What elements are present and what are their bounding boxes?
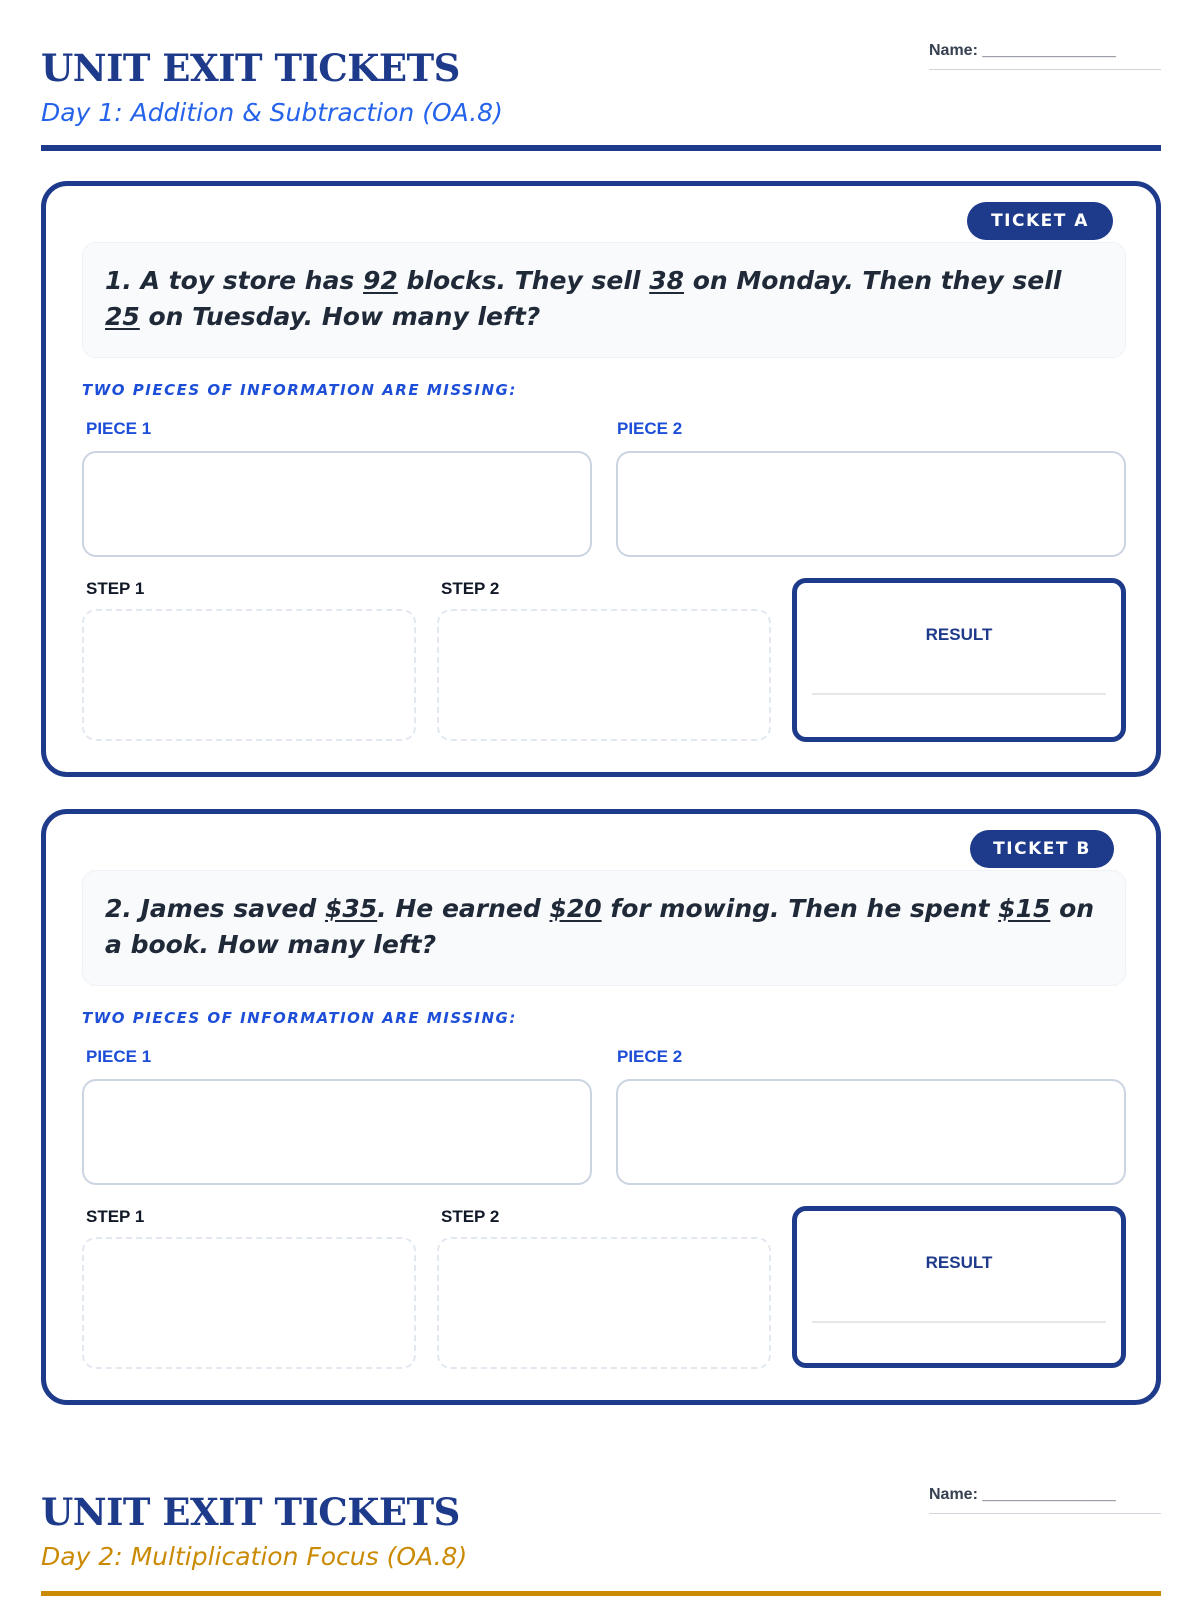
result-label: RESULT: [925, 625, 993, 644]
page-subtitle: Day 2: Multiplication Focus (OA.8): [41, 1542, 468, 1571]
page-subtitle: Day 1: Addition & Subtraction (OA.8): [41, 98, 503, 127]
piece-2-label: PIECE 2: [617, 419, 683, 438]
step-1-box[interactable]: [82, 1237, 416, 1369]
page-title: UNIT EXIT TICKETS: [41, 1490, 460, 1534]
answer-line: [812, 693, 1106, 695]
step-1-label: STEP 1: [86, 1207, 145, 1226]
step-1-box[interactable]: [82, 609, 416, 741]
word-problem: 1. A toy store has 92 blocks. They sell 38 on Monday. Then they sell 25 on Tuesday. How many left?: [82, 242, 1126, 358]
answer-line: [812, 1321, 1106, 1323]
piece-2-label: PIECE 2: [617, 1047, 683, 1066]
result-label: RESULT: [925, 1253, 993, 1272]
step-2-label: STEP 2: [441, 1207, 500, 1226]
ticket-badge: TICKET B: [970, 830, 1114, 868]
name-field[interactable]: Name: _______________: [929, 1486, 1161, 1514]
given-number: 25: [105, 302, 140, 331]
given-number: $35: [324, 894, 378, 923]
page-title: UNIT EXIT TICKETS: [41, 46, 460, 90]
step-2-label: STEP 2: [441, 579, 500, 598]
piece-1-label: PIECE 1: [86, 419, 152, 438]
result-box[interactable]: [792, 578, 1126, 742]
given-number: $20: [549, 894, 602, 923]
piece-2-box[interactable]: [616, 1079, 1126, 1185]
step-1-label: STEP 1: [86, 579, 145, 598]
piece-1-box[interactable]: [82, 1079, 592, 1185]
piece-2-box[interactable]: [616, 451, 1126, 557]
ticket-badge: TICKET A: [967, 202, 1113, 240]
header-rule: [41, 145, 1161, 151]
word-problem: 2. James saved $35. He earned $20 for mowing. Then he spent $15 on a book. How many left?: [82, 870, 1126, 986]
given-number: 38: [649, 266, 684, 295]
name-field[interactable]: Name: _______________: [929, 42, 1161, 70]
piece-1-label: PIECE 1: [86, 1047, 152, 1066]
header-rule: [41, 1591, 1161, 1596]
result-box[interactable]: [792, 1206, 1126, 1368]
ticket-b: [41, 809, 1161, 1405]
step-2-box[interactable]: [437, 1237, 771, 1369]
missing-info-label: TWO PIECES OF INFORMATION ARE MISSING:: [82, 1009, 517, 1027]
given-number: $15: [998, 894, 1051, 923]
piece-1-box[interactable]: [82, 451, 592, 557]
ticket-a: [41, 181, 1161, 777]
given-number: 92: [363, 266, 398, 295]
step-2-box[interactable]: [437, 609, 771, 741]
missing-info-label: TWO PIECES OF INFORMATION ARE MISSING:: [82, 381, 517, 399]
